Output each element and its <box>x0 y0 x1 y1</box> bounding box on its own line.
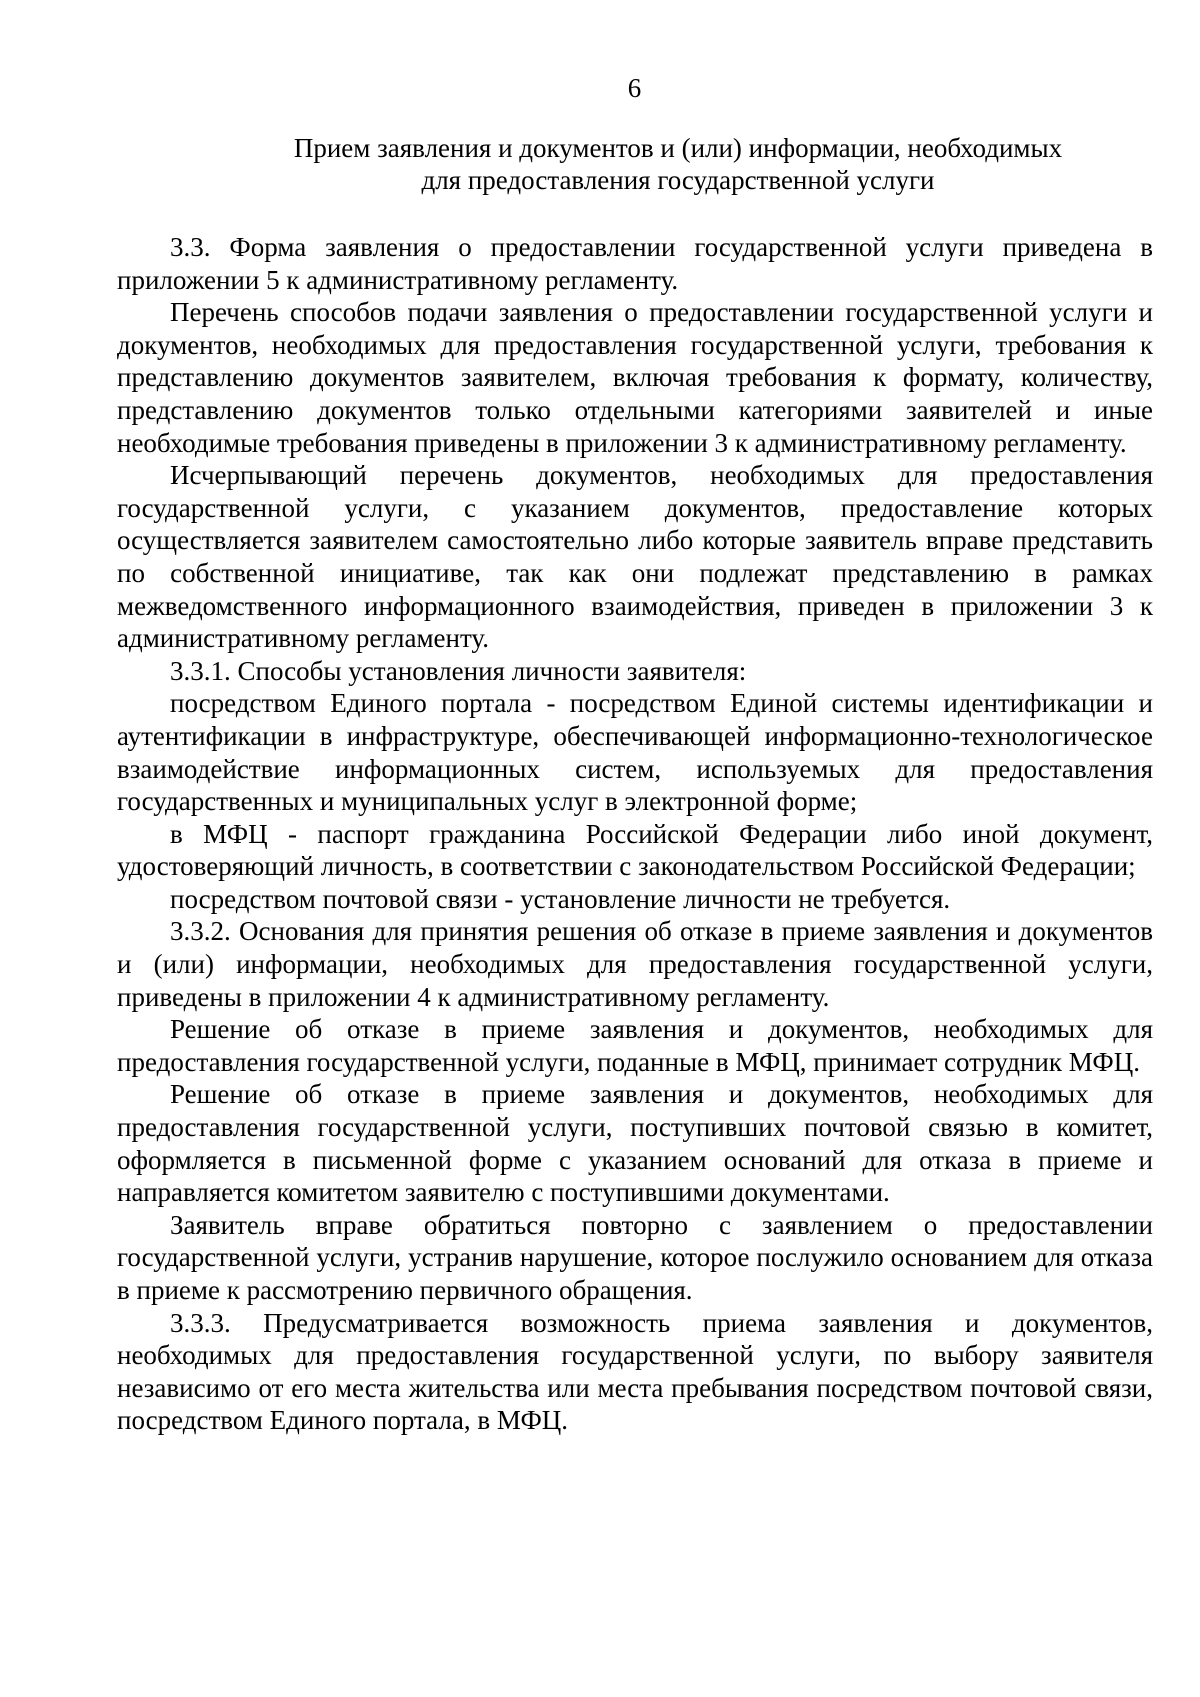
section-title-line-1: Прием заявления и документов и (или) информации, необходимых <box>293 133 1063 163</box>
section-title-line-2: для предоставления государственной услуги <box>421 165 935 195</box>
paragraph-documents-list: Исчерпывающий перечень документов, необходимых для предоставления государственной услуги, с указанием документов, предоставление которых осуществляется заявителем самостоятельно либо которые заявитель вправе представить по собственной инициативе, так как они подлежат представлению в рамках межведомственного информационного взаимодействия, приведен в приложении 3 к административному регламенту. <box>117 460 1153 654</box>
paragraph-reapply: Заявитель вправе обратиться повторно с заявлением о предоставлении государственной услуги, устранив нарушение, которое послужило основанием для отказа в приеме к рассмотрению первичного обращения. <box>117 1209 1153 1305</box>
paragraph-3-3-3: 3.3.3. Предусматривается возможность приема заявления и документов, необходимых для предоставления государственной услуги, по выбору заявителя независимо от его места жительства или места пребывания посредством почтовой связи, посредством Единого портала, в МФЦ. <box>117 1307 1153 1436</box>
paragraph-refusal-postal: Решение об отказе в приеме заявления и документов, необходимых для предоставления государственной услуги, поступивших почтовой связью в комитет, оформляется в письменной форме с указанием оснований для отказа в приеме и направляется комитетом заявителю с поступившими документами. <box>117 1079 1153 1208</box>
paragraph-3-3-2: 3.3.2. Основания для принятия решения об отказе в приеме заявления и документов и (или) информации, необходимых для предоставления государственной услуги, приведены в приложении 4 к административному регламенту. <box>117 916 1153 1012</box>
paragraph-submission-methods: Перечень способов подачи заявления о предоставлении государственной услуги и документов, необходимых для предоставления государственной услуги, требования к представлению документов заявителем, включая требования к формату, количеству, представлению документов только отдельными категориями заявителей и иные необходимые требования приведены в приложении 3 к административному регламенту. <box>117 297 1153 458</box>
document-body <box>117 231 1153 1437</box>
page-number: 6 <box>627 73 642 103</box>
paragraph-3-3: 3.3. Форма заявления о предоставлении государственной услуги приведена в приложении 5 к административному регламенту. <box>117 232 1153 295</box>
section-title <box>118 132 1152 196</box>
paragraph-refusal-mfc: Решение об отказе в приеме заявления и документов, необходимых для предоставления государственной услуги, поданные в МФЦ, принимает сотрудник МФЦ. <box>117 1014 1153 1077</box>
paragraph-postal: посредством почтовой связи - установление личности не требуется. <box>170 883 951 914</box>
paragraph-unified-portal: посредством Единого портала - посредством Единой системы идентификации и аутентификации в инфраструктуре, обеспечивающей информационно-технологическое взаимодействие информационных систем, используемых для предоставления государственных и муниципальных услуг в электронной форме; <box>117 688 1153 817</box>
paragraph-3-3-1: 3.3.1. Способы установления личности заявителя: <box>170 655 747 686</box>
paragraph-mfc-passport: в МФЦ - паспорт гражданина Российской Федерации либо иной документ, удостоверяющий личность, в соответствии с законодательством Российской Федерации; <box>117 818 1153 882</box>
